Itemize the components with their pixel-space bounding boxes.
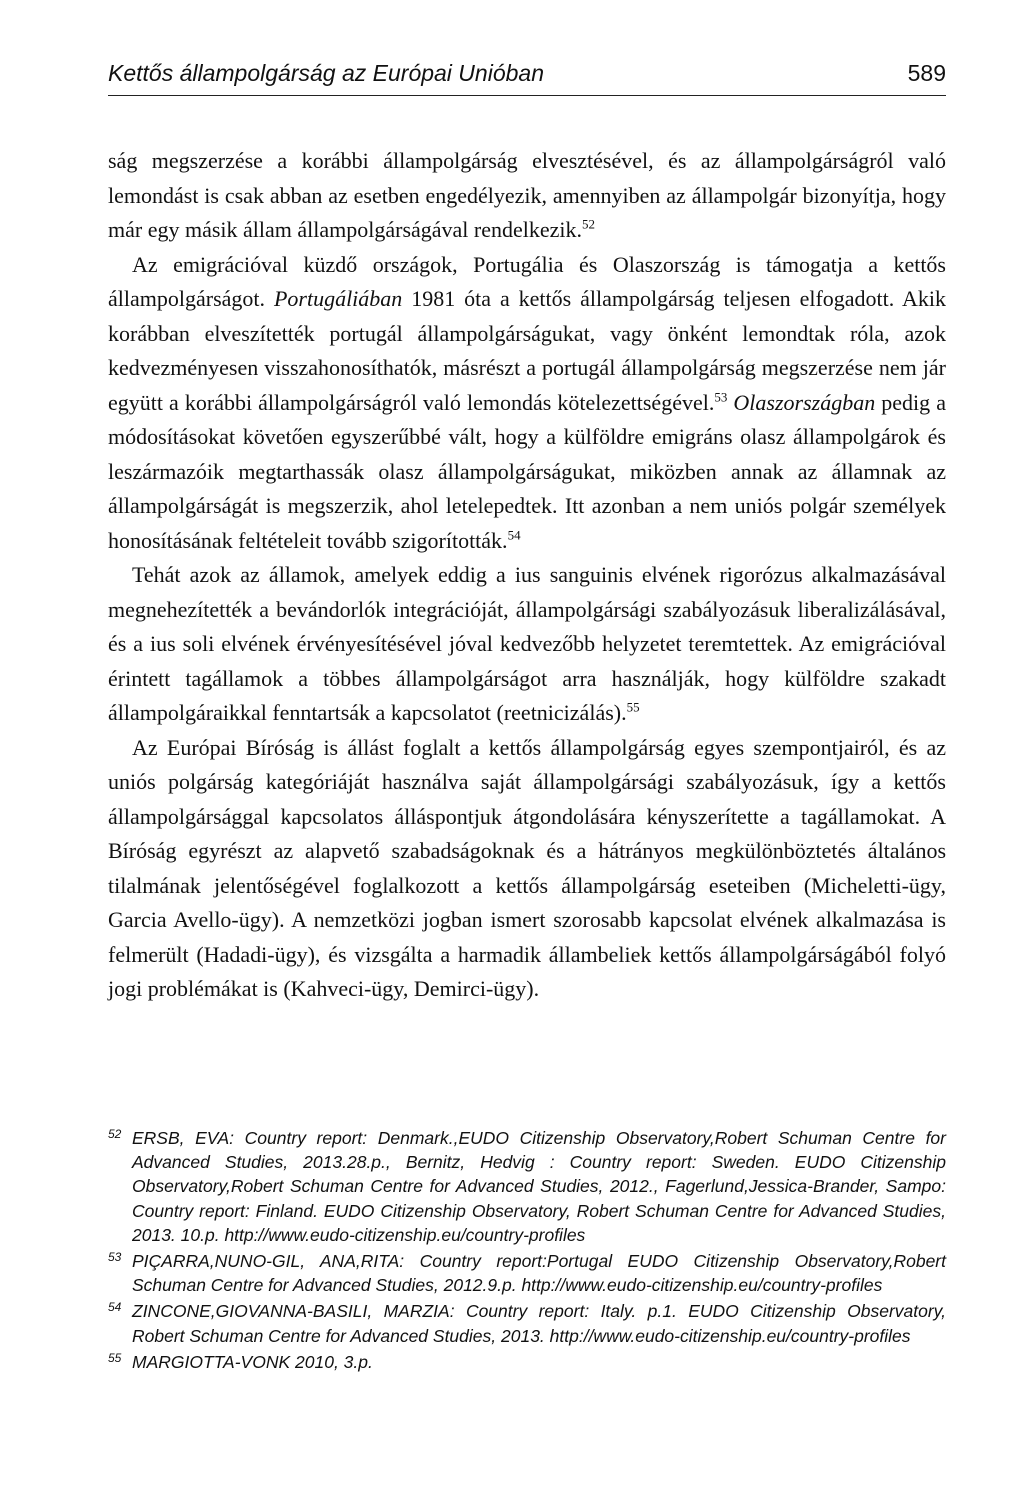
paragraph-2-italic-italy: Olaszországban	[733, 389, 876, 415]
footnote-55	[108, 1350, 946, 1374]
paragraph-4	[108, 731, 946, 1007]
footnote-text: MARGIOTTA-VONK 2010, 3.p.	[132, 1351, 373, 1372]
footnotes	[108, 1126, 946, 1376]
paragraph-2-text-b: 1981 óta a kettős állampolgárság teljesen elfogadott. Akik korábban elveszítették portugál állampolgárságukat, vagy önként lemondtak róla, azok kedvezményesen visszahonosíthatók, másrészt a portugál állampolgárság megszerzése nem jár együtt a korábbi állampolgárságról való lemondás kötelezettségével.	[108, 286, 947, 415]
footnote-52	[108, 1126, 946, 1247]
footnote-number: 54	[108, 1300, 122, 1315]
paragraph-3-text: Tehát azok az államok, amelyek eddig a ius sanguinis elvének rigorózus alkalmazásával megnehezítették a bevándorlók integrációját, állampolgársági szabályozásuk liberalizálásával, és a ius soli elvének érvényesítésével jóval kedvezőbb helyzetet teremtettek. Az emigrációval érintett tagállamok a többes állampolgárságot arra használják, hogy külföldre szakadt állampolgáraikkal fenntartsák a kapcsolatot (reetnicizálás).	[108, 562, 946, 725]
footnote-ref-53: 53	[714, 389, 728, 405]
body-text	[108, 144, 946, 1007]
paragraph-4-text: Az Európai Bíróság is állást foglalt a kettős állampolgárság egyes szempontjairól, és az uniós polgárság kategóriáját használva saját állampolgársági szabályozásuk, így a kettős állampolgársággal kapcsolatos álláspontjuk átgondolására kényszerítette a tagállamokat. A Bíróság egyrészt az alapvető szabadságoknak és a hátrányos megkülönböztetés általános tilalmának jelentőségével foglalkozott a kettős állampolgárság eseteiben (Micheletti-ügy, Garcia Avello-ügy). A nemzetközi jogban ismert szorosabb kapcsolat elvének alkalmazása is felmerült (Hadadi-ügy), és vizsgálta a harmadik állambeliek kettős állampolgárságából folyó jogi problémákat is (Kahveci-ügy, Demirci-ügy).	[108, 734, 946, 1001]
footnote-text: ERSB, EVA: Country report: Denmark.,EUDO Citizenship Observatory,Robert Schuman Centre for Advanced Studies, 2013.28.p., Bernitz, Hedvig : Country report: Sweden. EUDO Citizenship Observatory,Robert Schuman Centre for Advanced Studies, 2012., Fagerlund,Jessica-Brander, Sampo: Country report: Finland. EUDO Citizenship Observatory, Robert Schuman Centre for Advanced Studies, 2013. 10.p. http://www.eudo-citizenship.eu/country-profiles	[132, 1128, 946, 1245]
footnote-ref-55: 55	[626, 699, 640, 715]
page-number: 589	[907, 60, 946, 86]
paragraph-1-text: ság megszerzése a korábbi állampolgárság elvesztésével, és az állampolgárságról való lemondást is csak abban az esetben engedélyezik, amennyiben az állampolgár bizonyítja, hogy már egy másik állam állampolgárságával rendelkezik.	[108, 148, 946, 242]
footnote-text: PIÇARRA,NUNO-GIL, ANA,RITA: Country report:Portugal EUDO Citizenship Observatory,Robert Schuman Centre for Advanced Studies, 2012.9.p. http://www.eudo-citizenship.eu/country-profiles	[132, 1251, 946, 1296]
paragraph-2	[108, 248, 946, 559]
paragraph-2-text-a: Az emigrációval küzdő országok, Portugália és Olaszország is támogatja a kettős állampolgárságot.	[108, 251, 946, 311]
paragraph-3	[108, 558, 946, 731]
header-rule	[108, 95, 946, 96]
running-head	[108, 58, 946, 88]
footnote-ref-54: 54	[507, 527, 521, 543]
footnote-number: 55	[108, 1350, 122, 1365]
footnote-ref-52: 52	[582, 216, 596, 232]
paragraph-2-text-d: pedig a módosításokat követően egyszerűbbé vált, hogy a külföldre emigráns olasz állampolgárok és leszármazóik megtarthassák olasz állampolgárságukat, miközben annak az államnak az állampolgárságát is megszerzik, ahol letelepedtek. Itt azonban a nem uniós polgár személyek honosításának feltételeit tovább szigorították.	[108, 389, 946, 553]
paragraph-2-italic-portugal: Portugáliában	[273, 286, 403, 311]
footnote-number: 53	[108, 1250, 122, 1265]
paragraph-1	[108, 144, 946, 248]
footnote-53	[108, 1249, 946, 1297]
footnote-54	[108, 1299, 946, 1347]
footnote-text: ZINCONE,GIOVANNA-BASILI, MARZIA: Country report: Italy. p.1. EUDO Citizenship Observatory, Robert Schuman Centre for Advanced Studies, 2013. http://www.eudo-citizenship.eu/country-profiles	[132, 1301, 946, 1346]
running-head-title: Kettős állampolgárság az Európai Unióban	[108, 60, 544, 86]
footnote-number: 52	[108, 1127, 122, 1141]
